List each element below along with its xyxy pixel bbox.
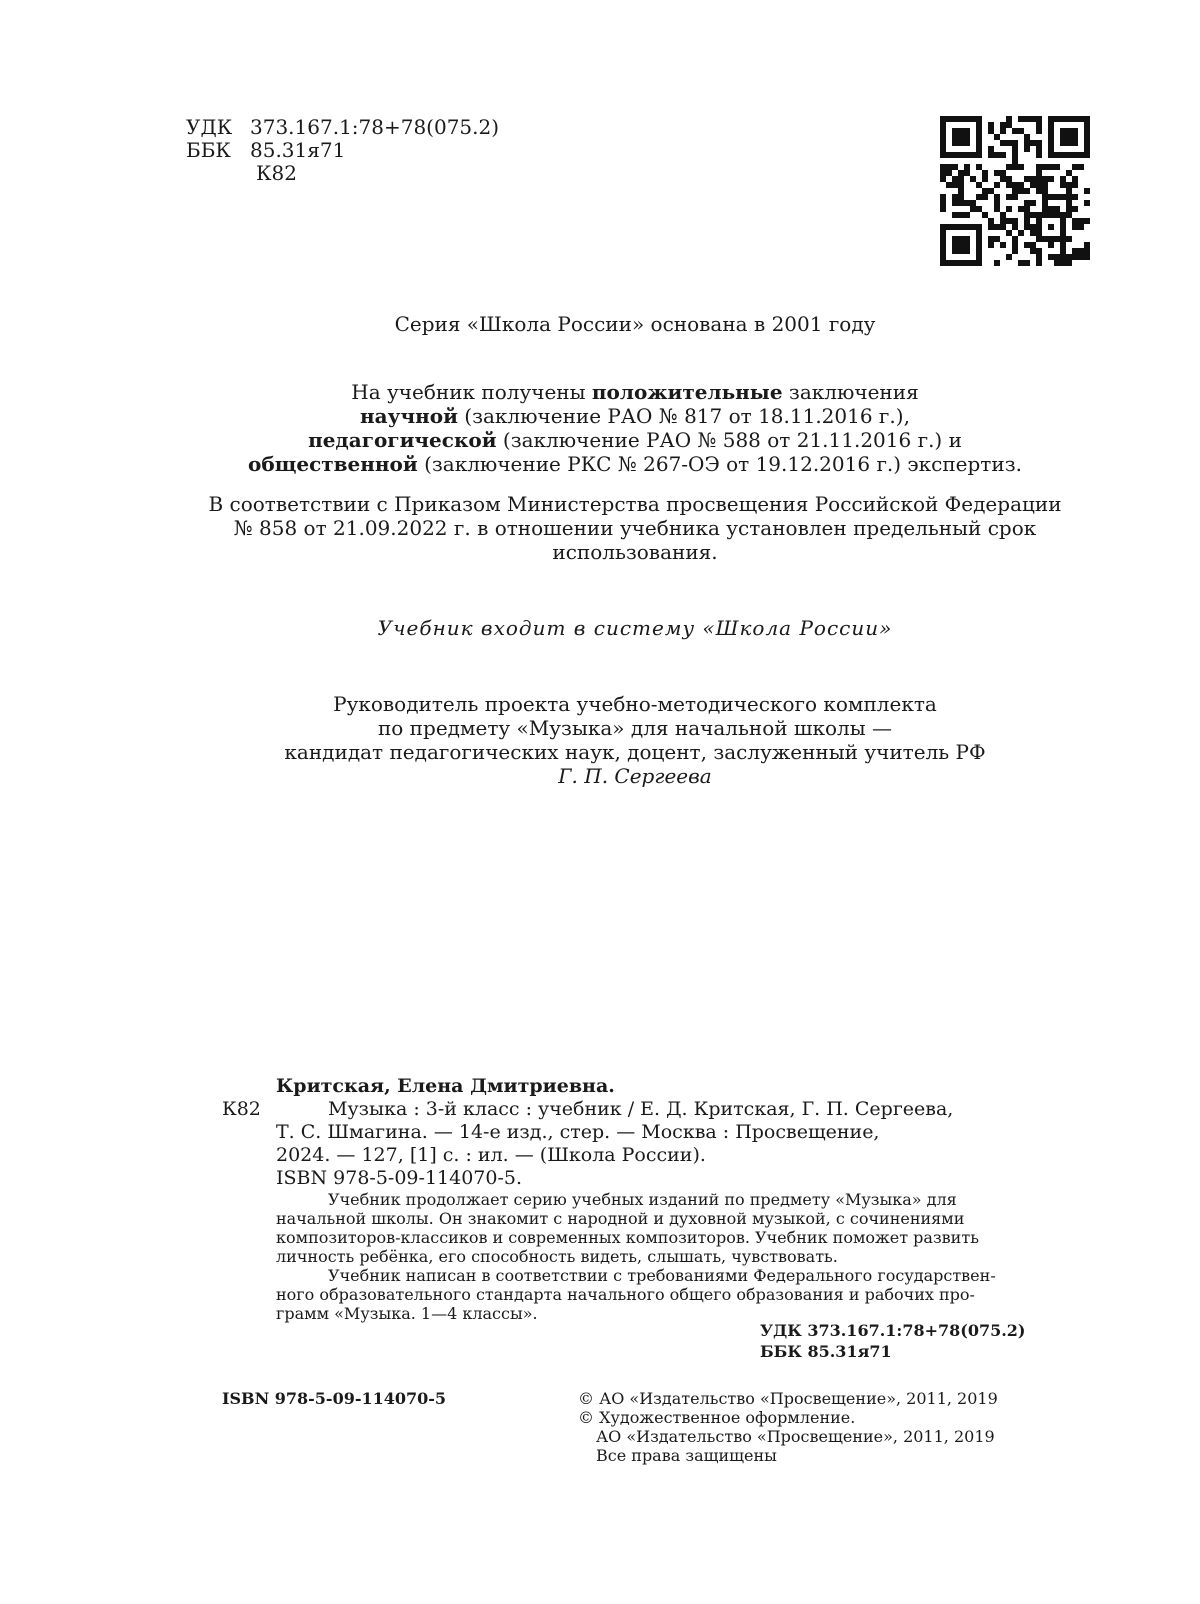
project-editor: Г. П. Сергеева [558,764,712,788]
project-l2: по предмету «Музыка» для начальной школы — [377,716,893,740]
copyright-l2: © Художественное оформление. [578,1408,856,1427]
udk-line [186,116,499,139]
udk-label: УДК [186,115,233,139]
bibliography-block [222,1075,1022,1323]
bib-author: Критская, Елена Дмитриевна. [276,1075,615,1097]
author-mark: К82 [256,161,297,185]
series-line: Серия «Школа России» основана в 2001 году [394,312,876,336]
order-l2: № 858 от 21.09.2022 г. в отношении учебника установлен предельный срок [233,516,1037,540]
reviews-l2-post: (заключение РАО № 817 от 18.11.2016 г.), [457,404,910,428]
reviews-l4-post: (заключение РКС № 267-ОЭ от 19.12.2016 г.) экспертиз. [417,452,1022,476]
reviews-l1-post: заключения [782,380,919,404]
bbk-label: ББК [186,138,231,162]
bib-l2: Т. С. Шмагина. — 14-е изд., стер. — Москва : Просвещение, [276,1121,880,1143]
order-block [0,492,1200,564]
footer-isbn: ISBN 978-5-09-114070-5 [222,1389,447,1408]
reviews-l1-pre: На учебник получены [351,380,592,404]
bib-a1: Учебник продолжает серию учебных изданий по предмету «Музыка» для [328,1190,957,1209]
system-line [0,616,1200,640]
bib-mark: К82 [222,1098,261,1120]
reviews-l3-bold: педагогической [308,428,497,452]
project-l1: Руководитель проекта учебно-методического комплекта [333,692,937,716]
bib-l1: Музыка : 3-й класс : учебник / Е. Д. Критская, Г. П. Сергеева, [328,1098,954,1120]
reviews-l4-bold: общественной [248,452,418,476]
bbk-line [186,139,499,162]
classification-block [186,116,499,185]
copyright-block [578,1389,998,1465]
bib-b3: грамм «Музыка. 1—4 классы». [276,1304,538,1323]
bbk-value: 85.31я71 [250,138,346,162]
bib-a2: начальной школы. Он знакомит с народной и духовной музыкой, с сочинениями [276,1209,965,1228]
copyright-l1: © АО «Издательство «Просвещение», 2011, 2019 [578,1389,998,1408]
system-text: Учебник входит в систему «Школа России» [377,616,893,640]
copyright-l4: Все права защищены [596,1446,777,1465]
bib-l4: ISBN 978-5-09-114070-5. [276,1167,523,1189]
order-l3: использования. [552,540,718,564]
bib-a4: личность ребёнка, его способность видеть, слышать, чувствовать. [276,1247,838,1266]
bib-a3: композиторов-классиков и современных композиторов. Учебник поможет развить [276,1228,979,1247]
reviews-l1-bold: положительные [591,380,783,404]
reviews-l3-post: (заключение РАО № 588 от 21.11.2016 г.) и [496,428,962,452]
project-l3: кандидат педагогических наук, доцент, заслуженный учитель РФ [284,740,986,764]
reviews-block [0,380,1200,476]
order-l1: В соответствии с Приказом Министерства просвещения Российской Федерации [208,492,1062,516]
qr-code-icon[interactable] [940,116,1090,266]
bib-l3: 2024. — 127, [1] с. : ил. — (Школа России). [276,1144,706,1166]
bib-b2: ного образовательного стандарта начального общего образования и рабочих про- [276,1285,975,1304]
bib-codes [760,1320,1026,1362]
bib-row-1 [222,1098,1022,1121]
bib-bbk: ББК 85.31я71 [760,1342,892,1361]
project-block [0,692,1200,788]
copyright-l3: АО «Издательство «Просвещение», 2011, 2019 [596,1427,995,1446]
bib-annotation [222,1190,1022,1323]
reviews-l2-bold: научной [360,404,458,428]
bib-b1: Учебник написан в соответствии с требованиями Федерального государствен- [328,1266,996,1285]
udk-value: 373.167.1:78+78(075.2) [250,115,500,139]
bib-udk: УДК 373.167.1:78+78(075.2) [760,1321,1026,1340]
